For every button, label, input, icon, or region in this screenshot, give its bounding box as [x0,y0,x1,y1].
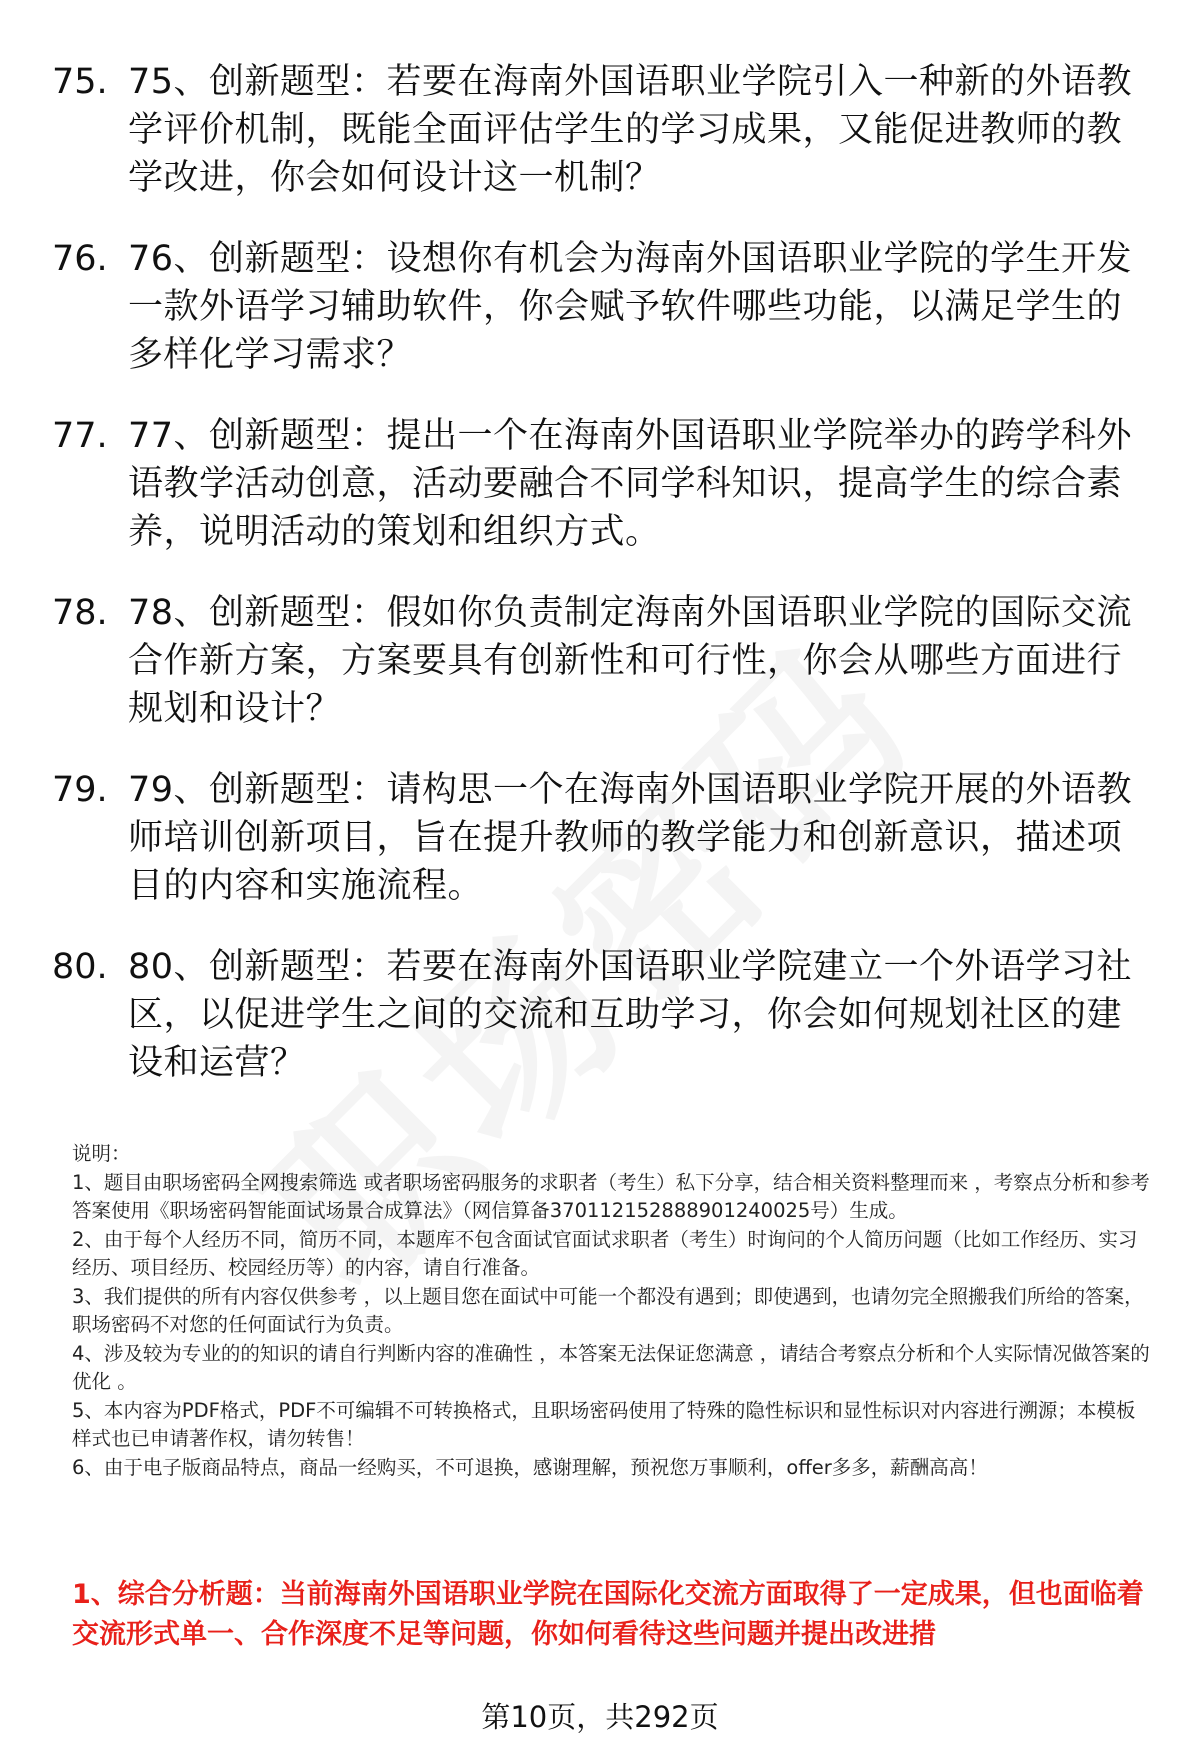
question-number: 75. [52,62,108,102]
question-list [0,58,1200,1120]
note-item: 4、涉及较为专业的的知识的请自行判断内容的准确性 ，本答案无法保证您满意 ，请结合考察点分析和个人实际情况做答案的优化 。 [72,1341,1150,1393]
question-text: 80、创新题型：若要在海南外国语职业学院建立一个外语学习社区，以促进学生之间的交流和互助学习，你会如何规划社区的建设和运营？ [128,947,1133,1083]
question-item [0,58,1200,202]
note-item: 6、由于电子版商品特点，商品一经购买，不可退换，感谢理解，预祝您万事顺利，offer多多，薪酬高高！ [72,1455,988,1479]
question-text: 75、创新题型：若要在海南外国语职业学院引入一种新的外语教学评价机制，既能全面评估学生的学习成果，又能促进教师的教学改进，你会如何设计这一机制？ [128,62,1133,198]
question-item [0,943,1200,1087]
note-item: 5、本内容为PDF格式，PDF不可编辑不可转换格式，且职场密码使用了特殊的隐性标识和显性标识对内容进行溯源；本模板样式也已申请著作权，请勿转售！ [72,1398,1136,1450]
question-number: 77. [52,416,108,456]
notes-section [72,1140,1152,1482]
question-number: 79. [52,770,108,810]
page-footer: 第10页，共292页 [481,1700,719,1734]
question-item [0,589,1200,733]
question-number: 80. [52,947,108,987]
question-item [0,766,1200,910]
question-number: 76. [52,239,108,279]
highlight-question: 1、综合分析题：当前海南外国语职业学院在国际化交流方面取得了一定成果，但也面临着交流形式单一、合作深度不足等问题，你如何看待这些问题并提出改进措 [72,1579,1144,1650]
question-item [0,412,1200,556]
question-number: 78. [52,593,108,633]
question-text: 78、创新题型：假如你负责制定海南外国语职业学院的国际交流合作新方案，方案要具有创新性和可行性，你会从哪些方面进行规划和设计？ [128,593,1133,729]
notes-title: 说明： [72,1142,131,1165]
question-text: 79、创新题型：请构思一个在海南外国语职业学院开展的外语教师培训创新项目，旨在提升教师的教学能力和创新意识，描述项目的内容和实施流程。 [128,770,1133,906]
note-item: 1、题目由职场密码全网搜索筛选 或者职场密码服务的求职者（考生）私下分享，结合相关资料整理而来 ，考察点分析和参考答案使用《职场密码智能面试场景合成算法》（网信算备370112152888901240025号）生成。 [72,1170,1150,1222]
question-text: 77、创新题型：提出一个在海南外国语职业学院举办的跨学科外语教学活动创意，活动要融合不同学科知识，提高学生的综合素养，说明活动的策划和组织方式。 [128,416,1133,552]
question-item [0,235,1200,379]
question-text: 76、创新题型：设想你有机会为海南外国语职业学院的学生开发一款外语学习辅助软件，你会赋予软件哪些功能，以满足学生的多样化学习需求？ [128,239,1133,375]
note-item: 2、由于每个人经历不同，简历不同，本题库不包含面试官面试求职者（考生）时询问的个人简历问题（比如工作经历、实习经历、项目经历、校园经历等）的内容，请自行准备。 [72,1227,1138,1279]
note-item: 3、我们提供的所有内容仅供参考 ，以上题目您在面试中可能一个都没有遇到；即使遇到，也请勿完全照搬我们所给的答案，职场密码不对您的任何面试行为负责。 [72,1284,1144,1336]
